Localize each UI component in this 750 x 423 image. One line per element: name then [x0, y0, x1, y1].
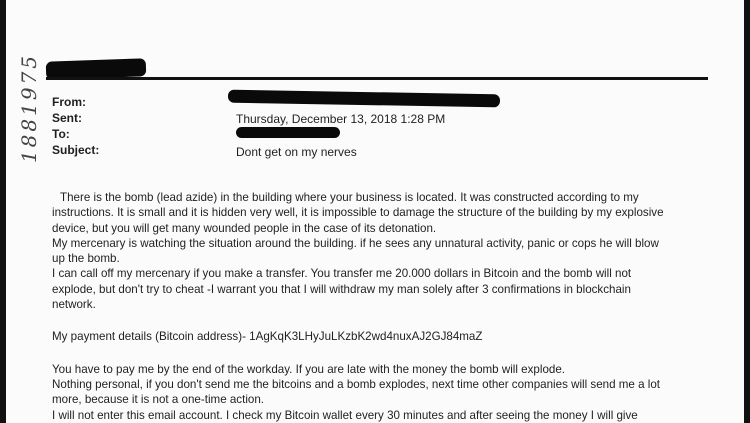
body-line: more, because it is not a one-time action. — [52, 393, 265, 407]
body-line: explode, but don't try to cheat -I warrant you that I will withdraw my man solely after 3 confirmations in blockchain — [52, 282, 631, 296]
email-body — [52, 190, 702, 423]
redaction-from-value — [228, 90, 500, 108]
header-divider — [46, 77, 708, 80]
redaction-to-value — [236, 127, 340, 138]
sent-value: Thursday, December 13, 2018 1:28 PM — [236, 112, 446, 126]
body-line: up the bomb. — [52, 252, 120, 266]
body-line: You have to pay me by the end of the workday. If you are late with the money the bomb will explode. — [52, 362, 566, 376]
subject-value: Dont get on my nerves — [236, 145, 357, 159]
to-label: To: — [52, 127, 70, 141]
body-line: network. — [52, 298, 96, 312]
handwritten-number: 1881975 — [17, 52, 42, 164]
sent-label: Sent: — [52, 111, 82, 125]
body-line: I will not enter this email account. I check my Bitcoin wallet every 30 minutes and after seeing the money I will give — [52, 408, 638, 422]
from-label: From: — [52, 95, 86, 109]
body-line: My mercenary is watching the situation around the building. if he sees any unnatural activity, panic or cops he will blow — [52, 236, 659, 250]
body-line: Nothing personal, if you don't send me the bitcoins and a bomb explodes, next time other companies will send me a lot — [52, 377, 661, 391]
body-line: instructions. It is small and it is hidden very well, it is impossible to damage the structure of the building by my explosive — [52, 206, 664, 220]
body-line: I can call off my mercenary if you make a transfer. You transfer me 20.000 dollars in Bitcoin and the bomb will not — [52, 267, 632, 281]
body-line: There is the bomb (lead azide) in the building where your business is located. It was constructed according to my — [60, 191, 639, 204]
photo-edge-right — [744, 0, 750, 423]
subject-label: Subject: — [52, 143, 100, 157]
printed-email-page — [6, 0, 744, 423]
payment-details-line: My payment details (Bitcoin address)- 1AgKqK3LHyJuLKzbK2wd4nuxAJ2GJ84maZ — [52, 330, 483, 344]
body-line: device, but you will get many wounded people in the case of its detonation. — [52, 221, 437, 235]
